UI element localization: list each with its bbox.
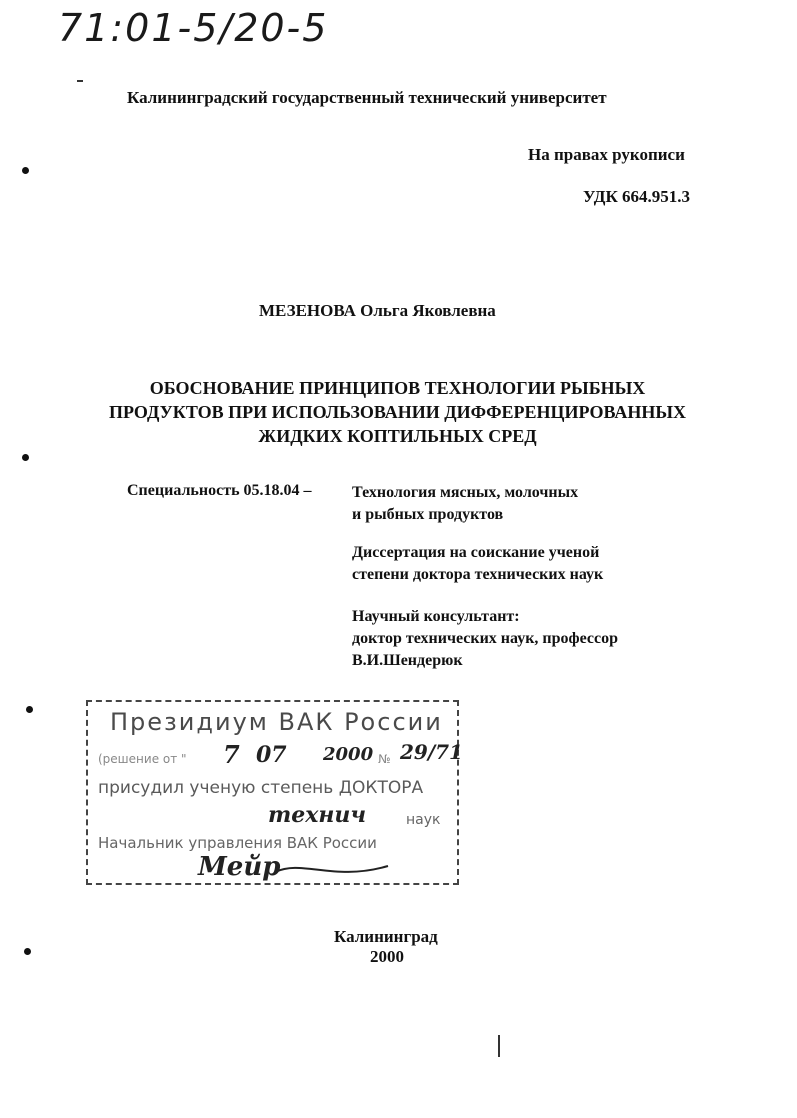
specialty-line: и рыбных продуктов [352, 506, 504, 523]
stamp-field: технич [268, 802, 367, 828]
year: 2000 [370, 947, 404, 966]
stamp-chief-line: Начальник управления ВАК России [98, 834, 377, 852]
scientific-consultant [352, 606, 618, 672]
stamp-degree-line: присудил ученую степень ДОКТОРА [98, 778, 424, 798]
scan-mark [498, 1035, 500, 1057]
stamp-number-label: № [378, 752, 391, 766]
vak-stamp [86, 700, 463, 885]
stamp-day: 7 [223, 740, 240, 769]
consultant-line: доктор технических наук, профессор [352, 630, 619, 647]
consultant-line: Научный консультант: [352, 608, 520, 625]
scan-mark [77, 80, 83, 82]
margin-mark [26, 706, 33, 713]
dissertation-line: Диссертация на соискание ученой [352, 544, 600, 561]
udc-code: УДК 664.951.3 [583, 187, 691, 206]
specialty-line: Технология мясных, молочных [352, 484, 579, 501]
stamp-decision-prefix: (решение от " [98, 752, 187, 766]
stamp-signature: Мейр [198, 852, 281, 882]
signature-stroke [273, 854, 393, 884]
dissertation-title [70, 376, 725, 448]
city: Калининград [334, 927, 438, 946]
stamp-year: 2000 [323, 744, 374, 765]
stamp-header: Президиум ВАК России [110, 708, 443, 736]
consultant-line: В.И.Шендерюк [352, 652, 463, 669]
title-line: ПРОДУКТОВ ПРИ ИСПОЛЬЗОВАНИИ ДИФФЕРЕНЦИРОВАННЫХ [109, 402, 686, 422]
manuscript-rights: На правах рукописи [528, 145, 685, 164]
specialty-label: Специальность 05.18.04 – [127, 482, 312, 499]
dissertation-line: степени доктора технических наук [352, 566, 604, 583]
title-line: ЖИДКИХ КОПТИЛЬНЫХ СРЕД [258, 426, 537, 446]
title-line: ОБОСНОВАНИЕ ПРИНЦИПОВ ТЕХНОЛОГИИ РЫБНЫХ [149, 378, 646, 398]
dissertation-type [352, 542, 603, 586]
stamp-number: 29/71 [400, 740, 463, 764]
archive-code: 71:01-5/20-5 [58, 6, 329, 50]
stamp-month: 07 [256, 742, 287, 768]
margin-mark [24, 948, 31, 955]
specialty-name [352, 482, 578, 526]
university-name: Калининградский государственный технический университет [127, 88, 607, 107]
author-name: МЕЗЕНОВА Ольга Яковлевна [259, 301, 496, 320]
margin-mark [22, 167, 29, 174]
margin-mark [22, 454, 29, 461]
stamp-field-suffix: наук [406, 812, 441, 828]
